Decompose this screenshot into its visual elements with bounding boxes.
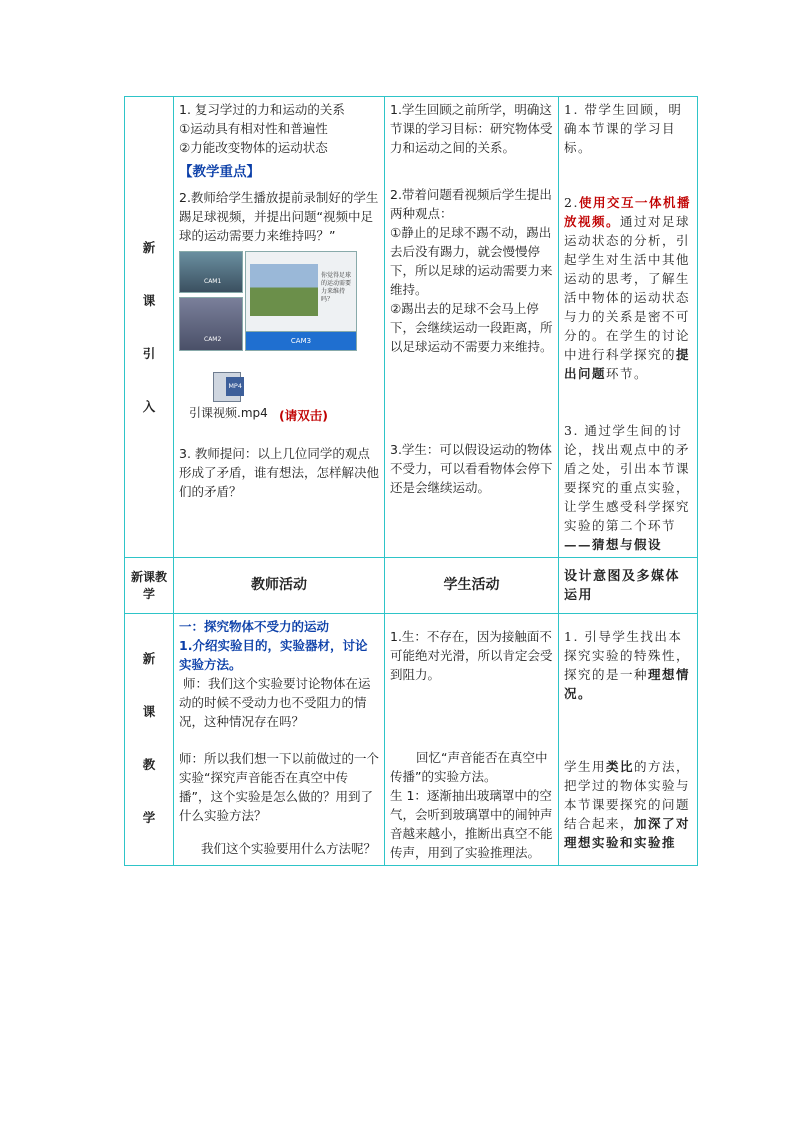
teaching-row xyxy=(125,614,698,866)
design-highlight: 使用交互一体机播放视频。 xyxy=(564,195,691,229)
file-name[interactable]: 引课视频.mp4 xyxy=(189,406,268,420)
student-answer: 生 1：逐渐抽出玻璃罩中的空气，会听到玻璃罩中的闹钟声音越来越小，推断出真空不能传声，用到了实验推理法。 xyxy=(390,788,553,860)
intro-row xyxy=(125,97,698,558)
key-point-label: 【教学重点】 xyxy=(179,164,260,180)
student-review: 1.学生回顾之前所学，明确这节课的学习目标：研究物体受力和运动之间的关系。 xyxy=(390,102,553,155)
teaching-label-char: 学 xyxy=(142,809,156,825)
intro-student-cell xyxy=(385,97,559,558)
student-hypothesis: 3.学生：可以假设运动的物体不受力，可以看看物体会停下还是会继续运动。 xyxy=(390,442,553,495)
video-screenshot xyxy=(179,251,355,354)
student-answer: 1.生：不存在，因为接触面不可能绝对光滑，所以肯定会受到阻力。 xyxy=(390,629,553,682)
teacher-para: 师：我们这个实验要讨论物体在运动的时候不受动力也不受阻力的情况，这种情况存在吗？ xyxy=(179,676,371,729)
intro-label-char: 新 xyxy=(142,240,156,255)
slide-text: 你觉得足球的运动需要力来维持吗？ xyxy=(321,272,352,303)
design-contradiction: 3. 通过学生间的讨论，找出观点中的矛盾之处，引出本节课要探究的重点实验，让学生感受科学探究实验的第二个环节——猜想与假设 xyxy=(564,423,691,552)
teaching-student-cell xyxy=(385,614,559,866)
lesson-plan-table xyxy=(124,96,698,866)
explore-heading: 一：探究物体不受力的运动 xyxy=(179,619,330,634)
review-point: ②力能改变物体的运动状态 xyxy=(179,140,328,155)
review-point: ①运动具有相对性和普遍性 xyxy=(179,121,328,136)
double-click-hint: (请双击) xyxy=(279,408,328,423)
teaching-design-cell xyxy=(559,614,698,866)
teaching-label-char: 课 xyxy=(142,703,156,719)
mp4-file-icon[interactable]: MP4 xyxy=(213,372,241,402)
teacher-question: 3. 教师提问：以上几位同学的观点形成了矛盾，谁有想法，怎样解决他们的矛盾？ xyxy=(179,446,380,499)
soccer-field-image xyxy=(250,264,318,316)
teaching-label-char: 教 xyxy=(142,756,156,772)
teaching-label-char: 新 xyxy=(142,650,156,666)
design-item: 学生用类比的方法，把学过的物体实验与本节课要探究的问题结合起来，加深了对理想实验和实验推 xyxy=(564,759,691,850)
explore-subheading: 1.介绍实验目的，实验器材，讨论实验方法。 xyxy=(179,638,368,672)
header-teacher: 教师活动 xyxy=(174,558,385,614)
header-design: 设计意图及多媒体运用 xyxy=(559,558,698,614)
review-title: 1. 复习学过的力和运动的关系 xyxy=(179,102,345,117)
camera-thumb: CAM1 xyxy=(179,251,243,293)
camera-thumb: CAM2 xyxy=(179,297,243,351)
teaching-teacher-cell xyxy=(174,614,385,866)
student-view: ①静止的足球不踢不动，踢出去后没有踢力，就会慢慢停下，所以足球的运动需要力来维持。 xyxy=(390,225,553,297)
slide-thumb xyxy=(245,251,357,333)
header-student: 学生活动 xyxy=(385,558,559,614)
video-file-attachment[interactable] xyxy=(179,372,379,422)
header-section-label: 新课教学 xyxy=(125,558,174,614)
intro-teacher-cell xyxy=(174,97,385,558)
student-recall: 回忆“声音能否在真空中传播”的实验方法。 xyxy=(390,750,548,784)
header-row xyxy=(125,558,698,614)
intro-design-cell xyxy=(559,97,698,558)
video-question: 2.教师给学生播放提前录制好的学生踢足球视频，并提出问题“视频中足球的运动需要力来维持吗？” xyxy=(179,190,379,243)
teacher-para: 我们这个实验要用什么方法呢？ xyxy=(201,841,377,856)
student-view: ②踢出去的足球不会马上停下，会继续运动一段距离，所以足球运动不需要力来维持。 xyxy=(390,301,553,354)
student-views-title: 2.带着问题看视频后学生提出两种观点： xyxy=(390,187,552,221)
teacher-para: 师：所以我们想一下以前做过的一个实验“探究声音能否在真空中传播”，这个实验是怎么做的？用到了什么实验方法？ xyxy=(179,751,380,823)
design-item: 1. 引导学生找出本探究实验的特殊性，探究的是一种理想情况。 xyxy=(564,629,691,701)
intro-label-char: 引 xyxy=(142,346,156,361)
intro-label-char: 课 xyxy=(142,293,156,308)
cam3-bar: CAM3 xyxy=(245,331,357,351)
design-video: 2.使用交互一体机播放视频。通过对足球运动状态的分析，引起学生对生活中其他运动的思考，了解生活中物体的运动状态与力的关系是密不可分的。在学生的讨论中进行科学探究的提出问题环节。 xyxy=(564,195,691,381)
teaching-label-cell xyxy=(125,614,174,866)
intro-label-char: 入 xyxy=(142,399,156,414)
design-review: 1. 带学生回顾，明确本节课的学习目标。 xyxy=(564,102,683,155)
intro-label-cell xyxy=(125,97,174,558)
